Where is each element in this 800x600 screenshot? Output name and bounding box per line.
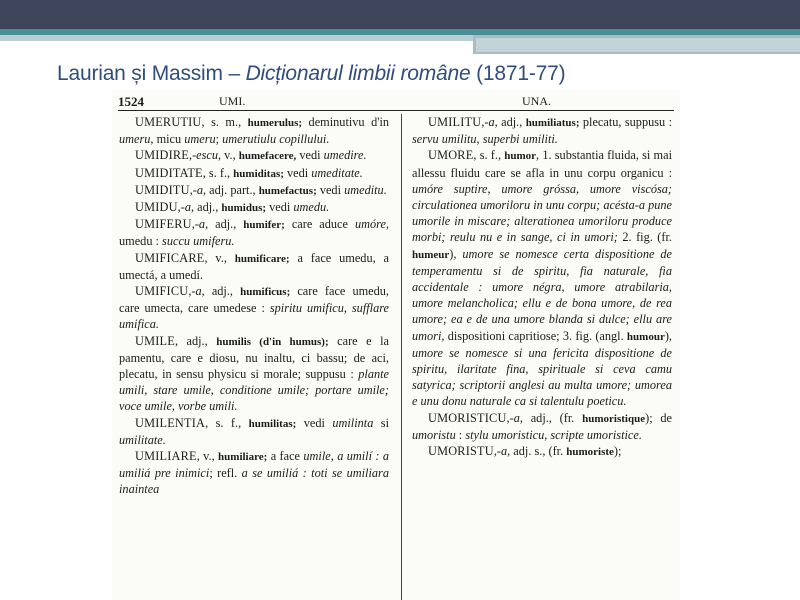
dictionary-entry-umoristu [412,443,672,460]
entry-text: humifer; [243,219,285,232]
entry-text: vedi [266,200,294,215]
entry-text: , adj., [494,115,526,129]
entry-text: , s. f., [473,148,505,163]
entry-text: humeur [412,248,450,261]
entry-text: , adj. part., [203,182,259,197]
entry-text: , v., [218,148,239,163]
entry-headword: UMIDITATE [135,165,203,180]
entry-text: humidus; [221,202,267,215]
entry-text: vedi [296,148,324,163]
decorative-band-right-inner [476,38,800,52]
entry-headword: UMIDIRE [135,148,189,163]
entry-text: ,- [188,284,196,299]
entry-headword: UMORISTICU [428,410,507,425]
entry-text: a [195,284,202,299]
entry-text: a [198,217,206,232]
dictionary-entry-umiferu [119,216,389,249]
dictionary-entry-umoristicu [412,410,672,443]
entry-text: humilitas; [248,417,297,430]
top-bar [0,0,800,29]
entry-text: care e la pamentu, care e diosu, nu inaltu, ci bassu; de aci, plecatu, in sensu physicu si morale; suppusu : [119,333,389,382]
column-divider [401,114,402,600]
entry-text: umóre [354,217,386,232]
dictionary-entry-umile [119,333,389,415]
entry-text: servu umilitu, superbi umiliti. [412,132,558,147]
entry-text: a face [267,449,304,464]
entry-text: ), [664,328,672,343]
entry-text: , v., [204,250,235,265]
entry-text: deminutivu d'in [302,115,390,129]
dictionary-entry-umidire [119,147,389,164]
page-number: 1524 [118,94,144,109]
entry-text: umoristu [412,427,456,442]
entry-text: , s. f., [202,165,234,180]
entry-text: a [488,115,495,129]
entry-text: humificare; [234,252,290,265]
entry-text: ,- [481,115,489,129]
entry-text: a [196,182,204,197]
entry-text: a se umiliá : toti se umiliara inaintea [119,466,389,497]
entry-headword: UMIDITU [135,182,190,197]
entry-text: vedi [296,415,333,430]
entry-text: , micu [150,132,185,147]
entry-text: ,- [493,444,501,459]
dictionary-entry-umidu [119,199,389,216]
entry-headword: UMIFICU [135,284,189,299]
entry-text: care aduce [284,217,355,232]
entry-text: umeru [184,132,216,147]
dictionary-entry-umificare [119,250,389,283]
entry-text: , s. f., [205,415,249,430]
entry-text: escu [196,148,219,163]
slide-title-main: Laurian și Massim – [57,62,246,85]
entry-text: umeru [119,132,151,147]
entry-headword: UMIDU [135,200,178,215]
right-column [412,114,672,460]
entry-headword: UMILITU [428,115,482,129]
entry-text: spiritu umificu, sufflare umifica. [119,301,390,332]
entry-text: succu umiferu. [162,234,235,249]
entry-text: , s. m., [201,115,248,129]
entry-text: ,- [189,182,197,197]
dictionary-entry-umificu [119,283,389,333]
entry-text: umore se nomesce certa dispositione de temperamentu si de spiritu, fia naturale, fia accidentale : umore négra, umore atrabilaria, umore melancholica; ellu e de bona umore, de rea umore; ea e de una umore blanda si dulce; ellu are umori, [412,246,672,343]
dictionary-entry-umilitu [412,114,672,147]
entry-text: umedire. [323,148,367,163]
entry-text: humilis (d'in humus); [216,335,329,348]
entry-text: : [455,427,466,442]
entry-headword: UMILENTIA [135,415,206,430]
entry-text: , adj. s., (fr. [507,444,567,459]
entry-text: a umilí : a umiliá pre inimici [119,449,389,481]
entry-text: care face umedu, care umecta, care umedese : [119,284,390,316]
entry-headword: UMILIARE [135,449,197,464]
entry-text: ), [449,246,463,261]
entry-text: a [513,410,520,425]
entry-text: umedu. [293,200,330,215]
entry-text: ,- [177,200,185,215]
dictionary-entry-umore [412,147,672,409]
entry-text: , umedu : [119,217,389,249]
entry-text: a [501,444,508,459]
entry-text: plecatu, suppusu : [579,115,672,129]
entry-text: , adj., [201,284,241,299]
entry-text: humefacere, [238,150,297,163]
entry-headword: UMORISTU [428,444,494,459]
entry-text: , adj., [191,200,222,215]
entry-text: ; [215,132,223,147]
dictionary-entry-umilentia [119,415,389,448]
entry-text: ); [613,444,622,459]
entry-text: humiditas; [233,167,284,180]
entry-text: humefactus; [258,184,317,197]
entry-text: ,- [191,217,199,232]
slide-title-italic: Dicționarul limbii române [245,62,471,85]
entry-headword: UMORE [428,148,474,163]
entry-text: humiliatus; [525,117,580,129]
dictionary-entry-umiliare [119,448,389,498]
entry-text: ,- [189,148,197,163]
entry-text: , 1. substantia fluida, si mai allessu fluidu care se afla in unu corpu organicu : [412,148,672,180]
entry-text: ; refl. [209,466,242,481]
entry-text: humour [626,330,665,343]
entry-headword: UMIFERU [135,217,192,232]
slide-title [57,62,565,86]
entry-text: umore se nomesce si una fericita dispositione de spiritu, ilaritate fina, spirituale si ceva camu satyrica; scriptorii anglesi au multa umore; umorea e unu donu naturale ca si talentulu poeticu. [412,345,672,409]
entry-text: , v., [196,449,219,464]
entry-text: humerulus; [247,117,303,129]
dictionary-entry-umiditate [119,165,389,182]
entry-text: stylu umoristicu, scripte umoristice. [465,427,642,442]
entry-text: , adj., (fr. [519,410,583,425]
entry-text: humoristique [582,412,646,425]
entry-text: umile [303,449,331,464]
entry-text: umeditu. [344,182,387,197]
entry-text: dispositioni capritiose; 3. fig. (angl. [444,328,627,343]
entry-headword: UMILE [135,333,175,348]
dictionary-page-scan [112,90,680,600]
entry-text: 2. fig. (fr. [617,230,672,245]
dictionary-entry-umiditu [119,182,389,199]
entry-text: plante umili, stare umile, conditione umile; portare umile; voce umile, vorbe umili. [119,367,389,414]
dictionary-entry-umerutiu [119,114,389,147]
entry-text: , adj., [174,333,217,348]
entry-text: ); de [645,410,672,425]
entry-text: umeditate. [311,165,363,180]
entry-text: humoriste [566,446,614,459]
entry-text: umerutiulu copillului. [222,132,330,147]
entry-text: umilitate. [119,432,166,447]
running-head-left: UMI. [219,94,246,108]
left-column [119,114,389,498]
entry-text: a face umedu, a umectá, a umedí. [119,250,389,282]
running-head-right: UNA. [522,94,551,108]
entry-text: si [373,415,390,430]
entry-text: humificus; [240,286,291,299]
header-rule [118,110,674,111]
entry-text: , [330,449,338,464]
entry-headword: UMERUTIU [135,115,202,129]
entry-text: vedi [283,165,312,180]
entry-text: vedi [316,182,345,197]
entry-text: humiliare; [218,451,268,464]
entry-text: umilinta [332,415,374,430]
entry-text: ,- [506,410,514,425]
entry-text: , adj., [205,217,244,232]
slide-title-years: (1871-77) [470,62,566,85]
entry-text: umóre suptire, umore gróssa, umore viscósa; circulationea umoriloru in unu corpu; acésta-a pune umorile in miscare; alterationea umoriloru produce morbi; reulu nu e in sange, ci in umori; [412,181,672,245]
entry-headword: UMIFICARE [135,250,205,265]
entry-text: a [184,200,191,215]
decorative-band [0,35,475,41]
entry-text: humor [504,150,537,163]
